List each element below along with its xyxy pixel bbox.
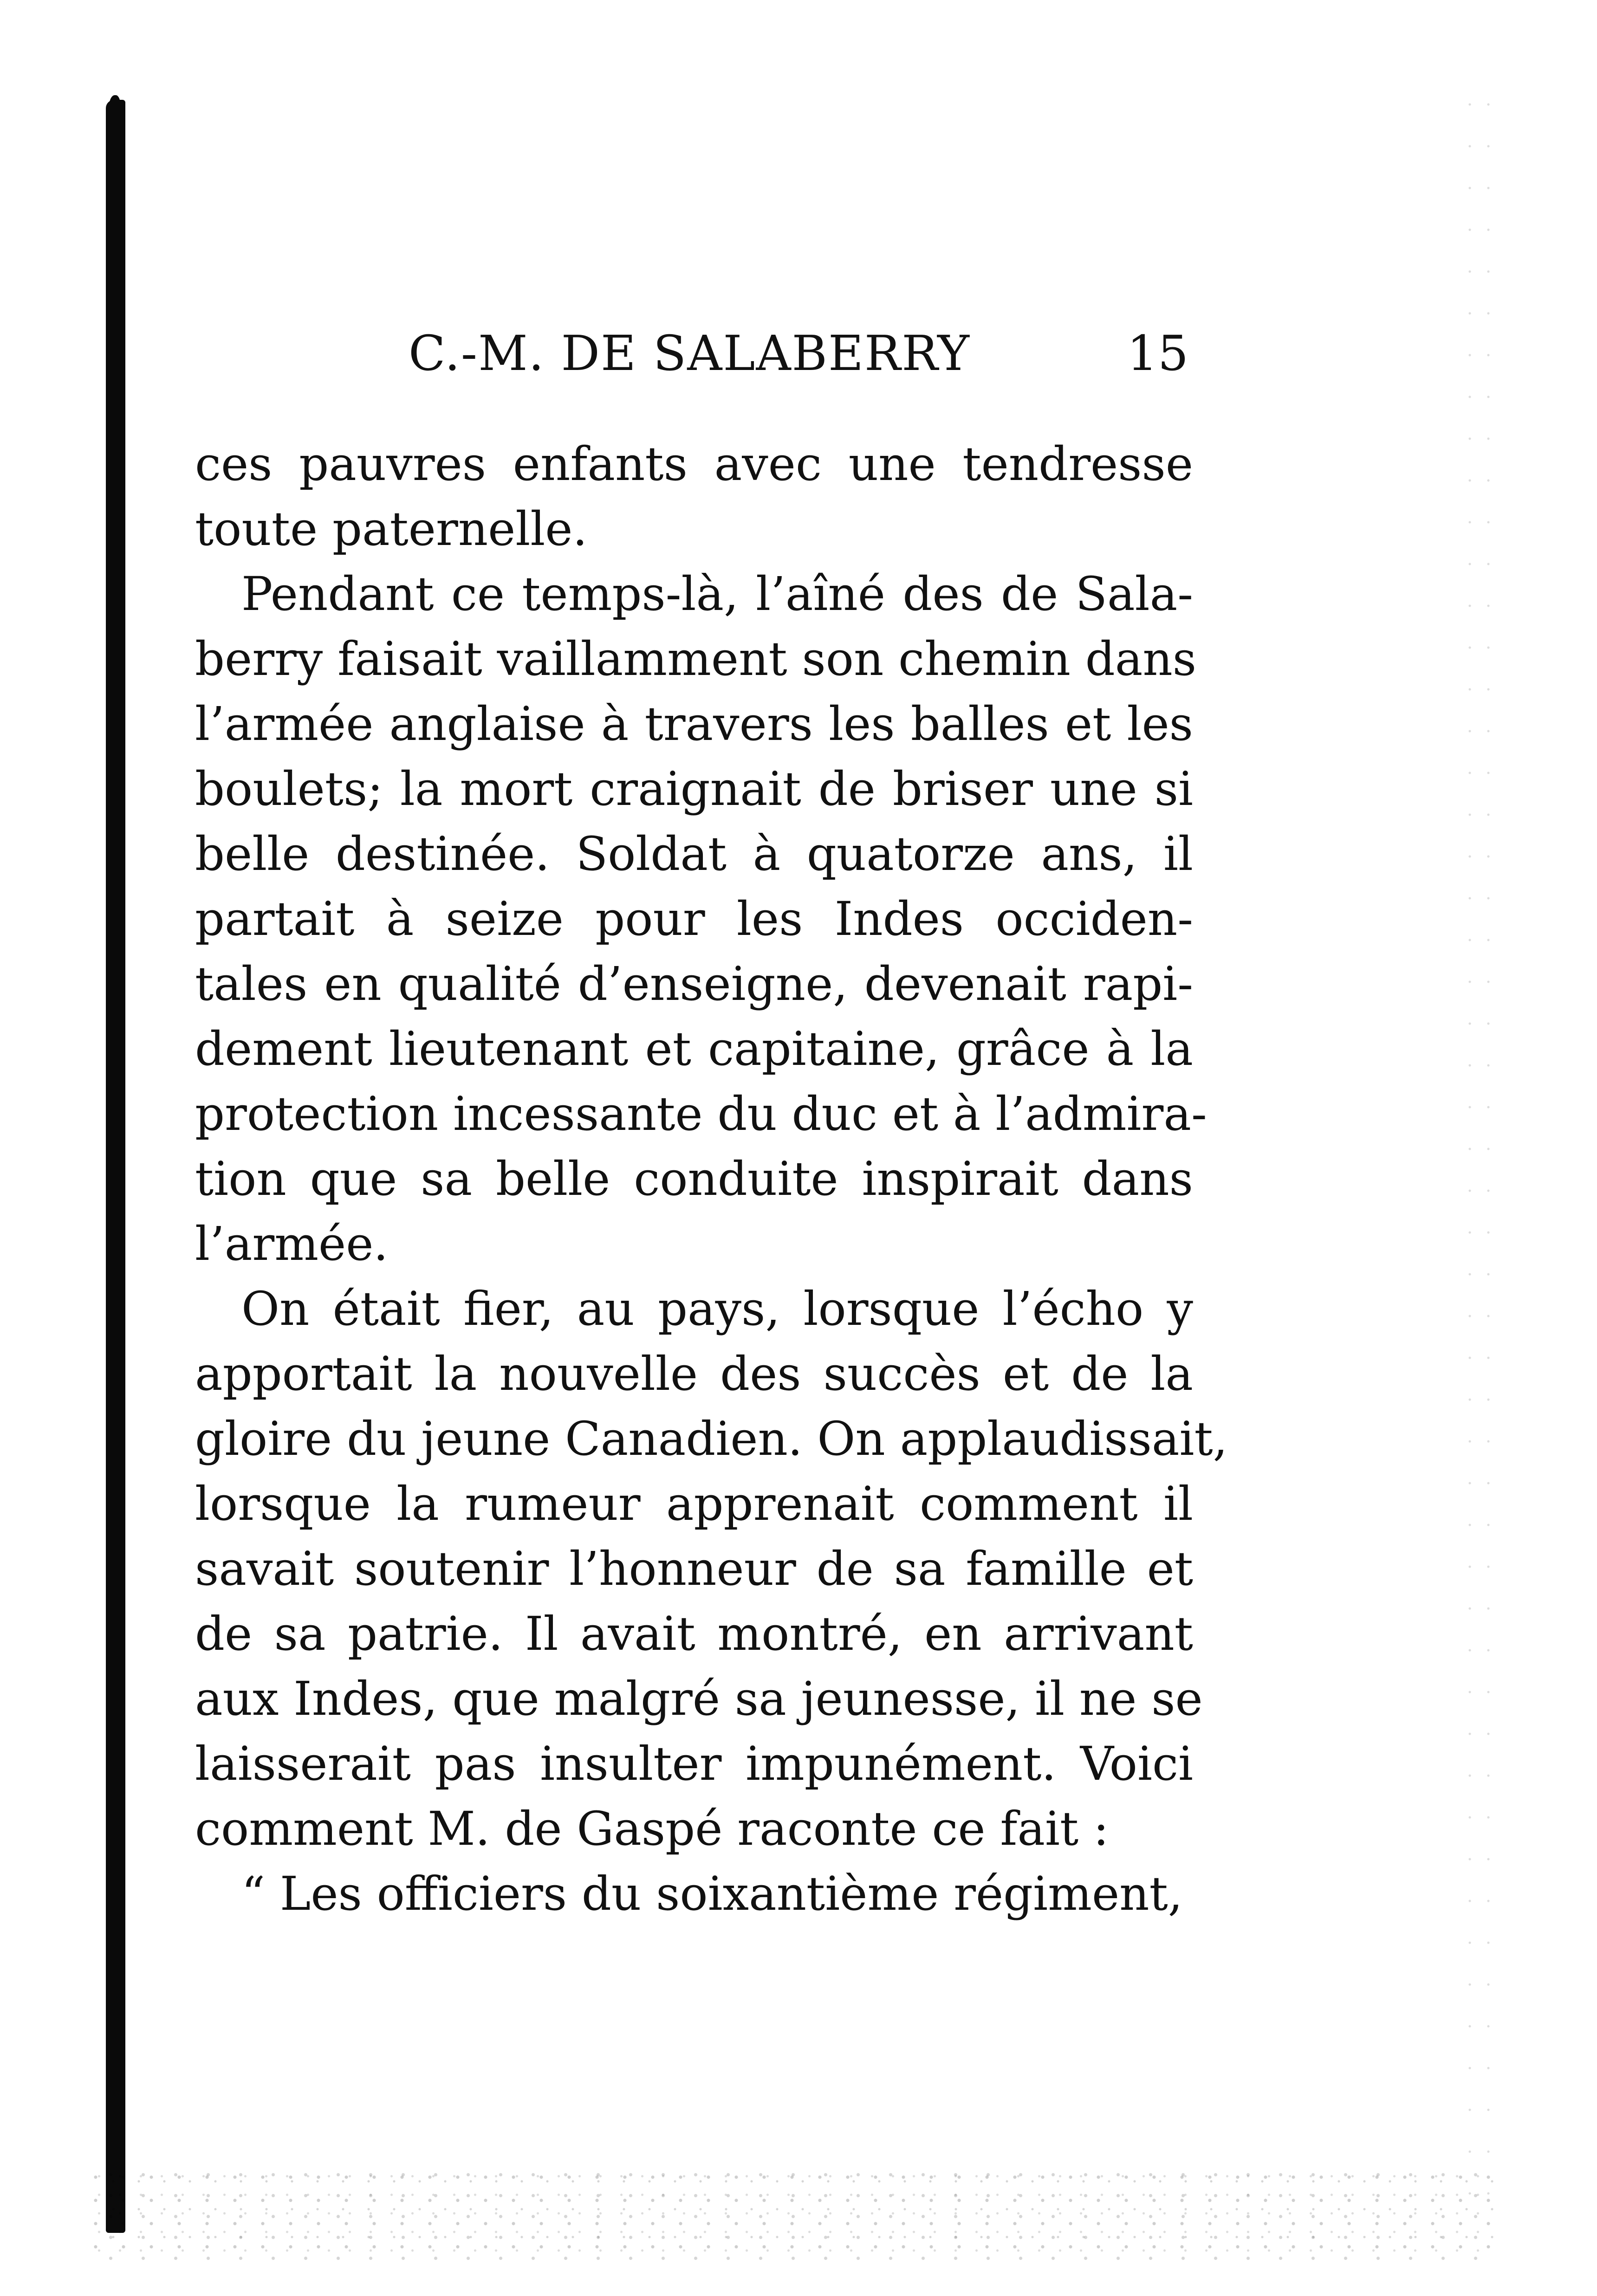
text-line: berry faisait vaillamment son chemin dans <box>195 632 1197 686</box>
text-line: aux Indes, que malgré sa jeunesse, il ne se <box>195 1672 1203 1726</box>
text-line: laisserait pas insulter impunément. Voici <box>195 1737 1193 1791</box>
text-line: boulets; la mort craignait de briser une si <box>195 762 1193 816</box>
body-text <box>195 432 1228 1926</box>
text-line: Pendant ce temps-là, l’aîné des de Sala- <box>241 567 1193 621</box>
running-title: C.-M. DE SALABERRY <box>409 325 970 382</box>
text-line: ces pauvres enfants avec une tendresse <box>195 437 1193 491</box>
text-line: l’armée. <box>195 1217 389 1271</box>
text-line: savait soutenir l’honneur de sa famille et <box>195 1542 1193 1596</box>
text-line: apportait la nouvelle des succès et de la <box>195 1347 1193 1401</box>
binding-edge-shadow <box>106 100 125 2233</box>
text-line: l’armée anglaise à travers les balles et les <box>195 697 1193 751</box>
text-line: protection incessante du duc et à l’admira- <box>195 1087 1207 1141</box>
text-line: partait à seize pour les Indes occiden- <box>195 892 1193 946</box>
text-line: tales en qualité d’enseigne, devenait rapi- <box>195 957 1193 1011</box>
text-line: lorsque la rumeur apprenait comment il <box>195 1477 1193 1531</box>
text-line: dement lieutenant et capitaine, grâce à la <box>195 1022 1193 1076</box>
text-line: comment M. de Gaspé raconte ce fait : <box>195 1802 1109 1856</box>
text-line: gloire du jeune Canadien. On applaudissait, <box>195 1412 1228 1466</box>
scan-speckle-right <box>1462 84 1500 2219</box>
text-line: belle destinée. Soldat à quatorze ans, il <box>195 827 1193 881</box>
text-line: On était fier, au pays, lorsque l’écho y <box>241 1282 1193 1336</box>
text-line: tion que sa belle conduite inspirait dans <box>195 1152 1193 1206</box>
text-line: de sa patrie. Il avait montré, en arrivant <box>195 1607 1193 1661</box>
text-line: toute paternelle. <box>195 502 588 556</box>
page-header <box>409 325 1188 390</box>
text-line: “ Les officiers du soixantième régiment, <box>241 1867 1183 1921</box>
scan-speckle-bottom <box>93 2163 1495 2261</box>
page-number: 15 <box>1127 325 1188 382</box>
